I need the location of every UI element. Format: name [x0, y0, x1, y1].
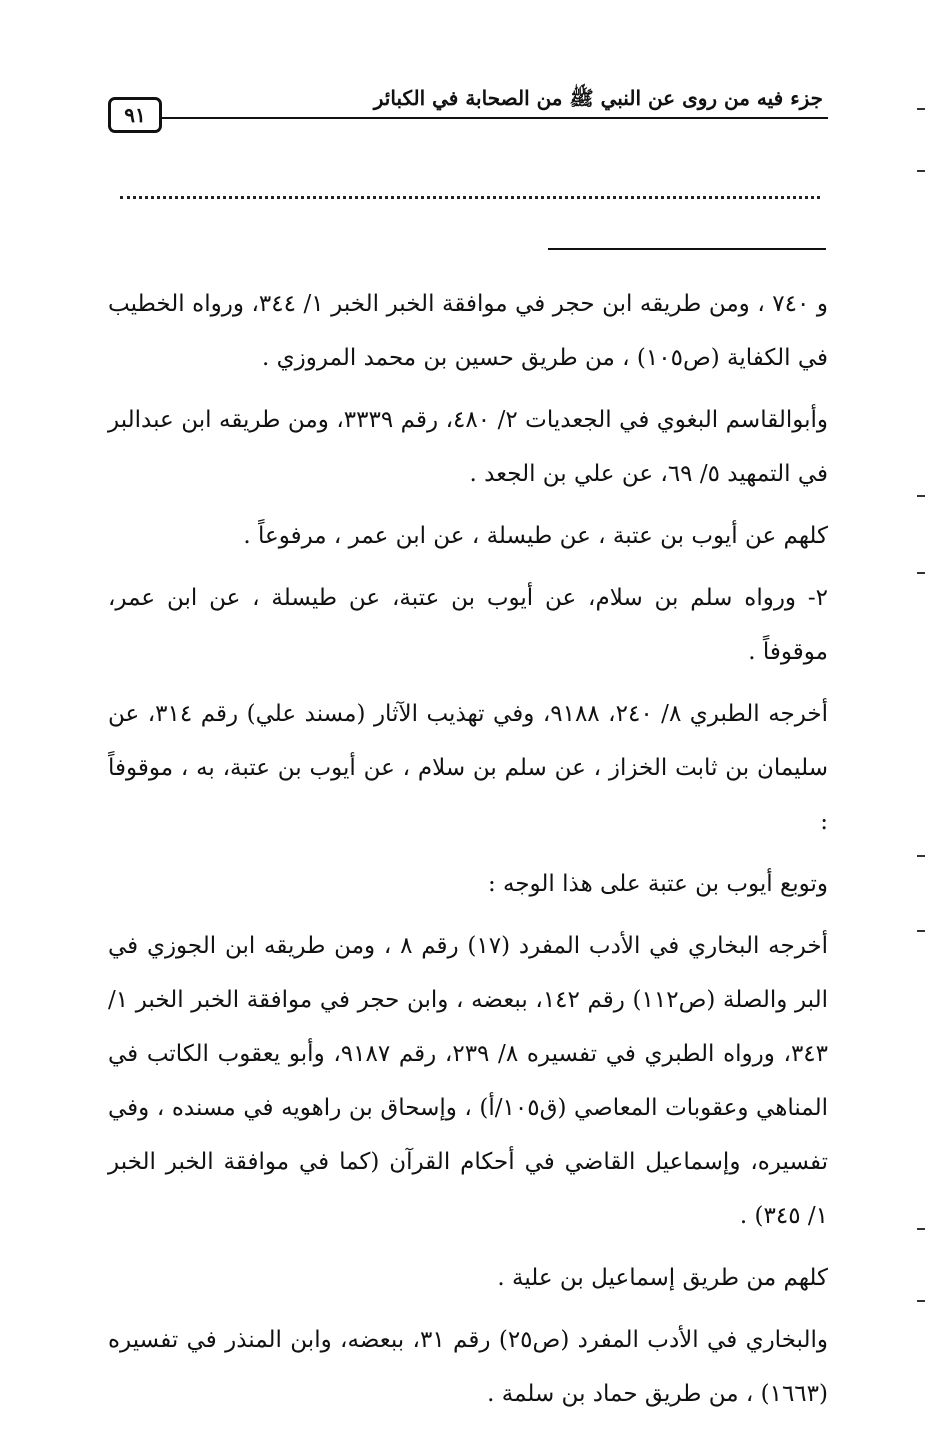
- scan-margin-mark: [917, 855, 925, 857]
- paragraph: كلهم عن أيوب بن عتبة ، عن طيسلة ، عن ابن عمر ، مرفوعاً .: [243, 523, 828, 549]
- paragraph: كلهم من طريق إسماعيل بن علية .: [497, 1265, 828, 1291]
- separator-dotted-line: [120, 196, 820, 199]
- running-header-title: جزء فيه من روى عن النبي ﷺ من الصحابة في الكبائر: [373, 86, 823, 110]
- paragraph: أخرجه البخاري في الأدب المفرد (١٧) رقم ٨ ، ومن طريقه ابن الجوزي في البر والصلة (ص١١٢) رقم ١٤٢، ببعضه ، وابن حجر في موافقة الخبر الخبر ١/ ٣٤٣، ورواه الطبري في تفسيره ٨/ ٢٣٩، رقم ٩١٨٧، وأبو يعقوب الكاتب في المناهي وعقوبات المعاصي (ق١٠٥/أ) ، وإسحاق بن راهويه في مسنده ، وفي تفسيره، وإسماعيل القاضي في أحكام القرآن (كما في موافقة الخبر الخبر ١/ ٣٤٥) .: [108, 933, 828, 1229]
- paragraph: وأبوالقاسم البغوي في الجعديات ٢/ ٤٨٠، رقم ٣٣٣٩، ومن طريقه ابن عبدالبر في التمهيد ٥/ ٦٩، عن علي بن الجعد .: [108, 407, 829, 487]
- footnote-separator-rule: [548, 248, 826, 250]
- paragraph: وتوبع أيوب بن عتبة على هذا الوجه :: [487, 871, 828, 897]
- header-rule: [160, 117, 828, 119]
- paragraph: و ٧٤٠ ، ومن طريقه ابن حجر في موافقة الخبر الخبر ١/ ٣٤٤، ورواه الخطيب في الكفاية (ص١٠٥) ، من طريق حسين بن محمد المروزي .: [108, 291, 828, 371]
- page-body: [108, 277, 828, 1429]
- page-number-box: [108, 97, 162, 133]
- scan-margin-mark: [917, 1300, 925, 1302]
- paragraph: ٢- ورواه سلم بن سلام، عن أيوب بن عتبة، عن طيسلة ، عن ابن عمر، موقوفاً .: [108, 585, 828, 665]
- scan-margin-mark: [917, 495, 925, 497]
- scan-margin-mark: [917, 572, 925, 574]
- paragraph: أخرجه الطبري ٨/ ٢٤٠، ٩١٨٨، وفي تهذيب الآثار (مسند علي) رقم ٣١٤، عن سليمان بن ثابت الخزاز ، عن سلم بن سلام ، عن أيوب بن عتبة، به ، موقوفاً :: [108, 701, 829, 835]
- paragraph: والبخاري في الأدب المفرد (ص٢٥) رقم ٣١، ببعضه، وابن المنذر في تفسيره (١٦٦٣) ، من طريق حماد بن سلمة .: [108, 1327, 828, 1407]
- scan-margin-mark: [917, 1228, 925, 1230]
- page-number: ٩١: [124, 103, 146, 127]
- scan-margin-mark: [917, 170, 925, 172]
- scan-margin-mark: [917, 108, 925, 110]
- scan-margin-mark: [917, 930, 925, 932]
